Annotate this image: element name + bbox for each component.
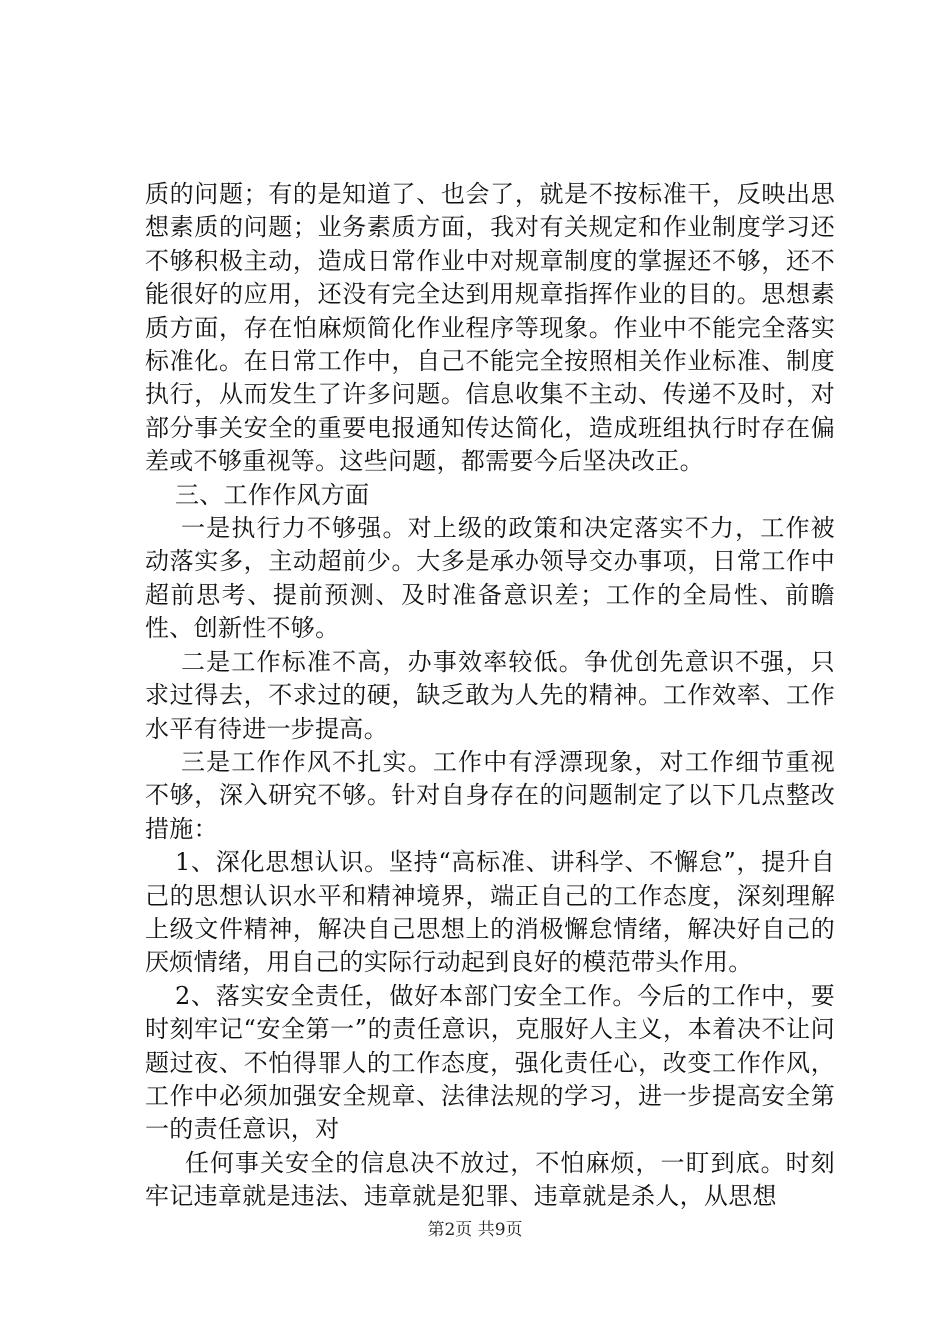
paragraph-continuation: 质的问题；有的是知道了、也会了，就是不按标准干，反映出思想素质的问题；业务素质方面，我对有关规定和作业制度学习还不够积极主动，造成日常作业中对规章制度的掌握还不够，还不能很好的应用，还没有完全达到用规章指挥作业的目的。思想素质方面，存在怕麻烦简化作业程序等现象。作业中不能完全落实标准化。在日常工作中，自己不能完全按照相关作业标准、制度执行，从而发生了许多问题。信息收集不主动、传递不及时，对部分事关安全的重要电报通知传达简化，造成班组执行时存在偏差或不够重视等。这些问题，都需要今后坚决改正。	[145, 180, 835, 476]
paragraph-execution: 一是执行力不够强。对上级的政策和决定落实不力，工作被动落实多，主动超前少。大多是承办领导交办事项，日常工作中超前思考、提前预测、及时准备意识差；工作的全局性、前瞻性、创新性不够。	[145, 514, 835, 643]
paragraph-work-style: 三是工作作风不扎实。工作中有浮漂现象，对工作细节重视不够，深入研究不够。针对自身存在的问题制定了以下几点整改措施：	[145, 747, 835, 843]
document-body	[145, 178, 835, 1214]
section-heading-work-style: 三、工作作风方面	[175, 480, 370, 509]
measure-item-2: 2、落实安全责任，做好本部门安全工作。今后的工作中，要时刻牢记“安全第一”的责任意识，克服好人主义，本着决不让问题过夜、不怕得罪人的工作态度，强化责任心，改变工作作风，工作中必须加强安全规章、法律法规的学习，进一步提高安全第一的责任意识，对	[145, 981, 835, 1144]
paragraph-safety-info: 任何事关安全的信息决不放过，不怕麻烦，一盯到底。时刻牢记违章就是违法、违章就是犯罪、违章就是杀人，从思想	[145, 1148, 835, 1211]
paragraph-standards: 二是工作标准不高，办事效率较低。争优创先意识不强，只求过得去，不求过的硬，缺乏敢为人先的精神。工作效率、工作水平有待进一步提高。	[145, 647, 835, 743]
measure-item-1: 1、深化思想认识。坚持“高标准、讲科学、不懈怠”，提升自己的思想认识水平和精神境界，端正自己的工作态度，深刻理解上级文件精神，解决自己思想上的消极懈怠情绪，解决好自己的厌烦情绪，用自己的实际行动起到良好的模范带头作用。	[145, 848, 835, 977]
page-number-footer: 第2页 共9页	[427, 1220, 523, 1240]
